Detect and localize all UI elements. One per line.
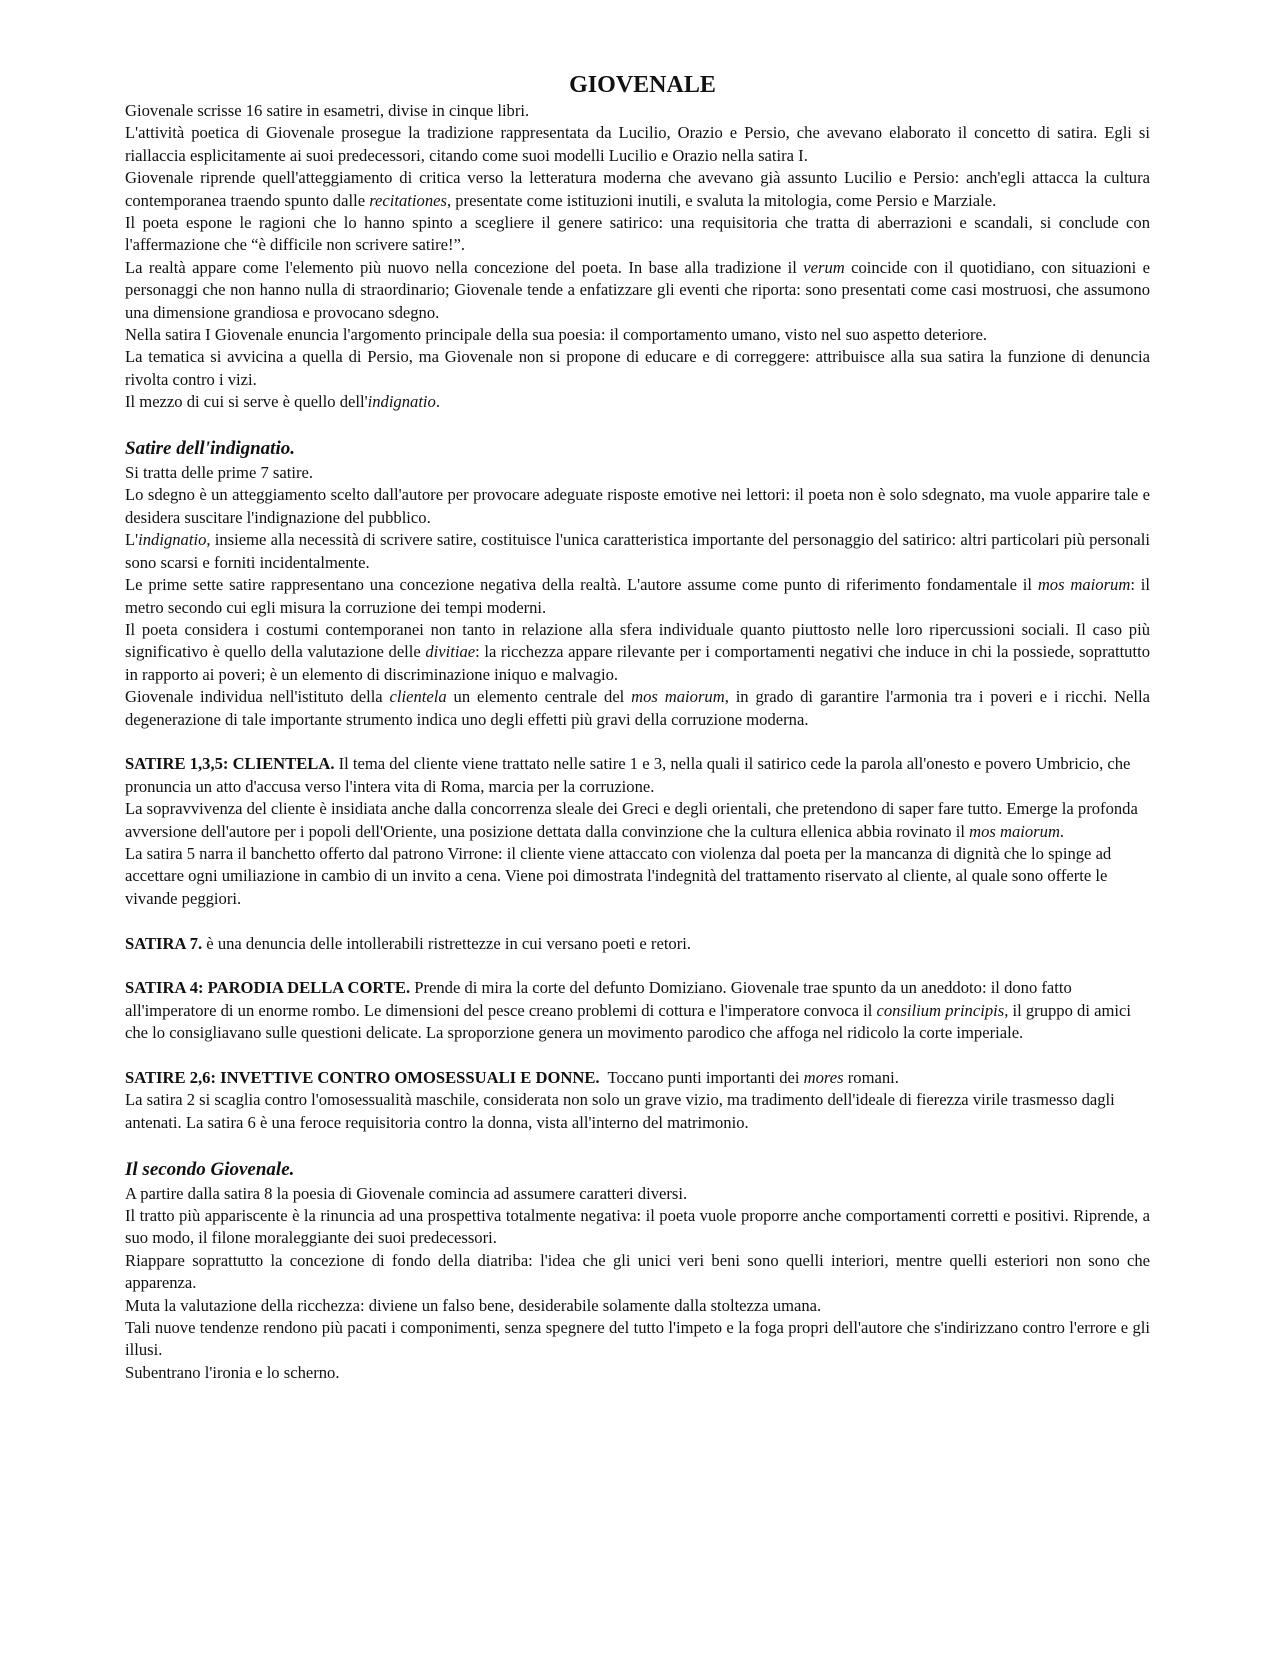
text-run: Il tema del cliente viene trattato nelle satire 1 e 3, nella quali il satirico cede la parola all'onesto e povero Umbricio, che pronuncia un atto d'accusa verso l'intera vita di Roma, marcia per la corruzione. xyxy=(125,754,1131,796)
paragraph xyxy=(125,977,1150,1044)
text-run: , il gruppo di amici che lo consigliavano sulle questioni delicate. La sproporzione genera un movimento parodico che affoga nel ridicolo la corte imperiale. xyxy=(125,1000,1131,1043)
paragraph: La tematica si avvicina a quella di Persio, ma Giovenale non si propone di educare e di correggere: attribuisce alla sua satira la funzione di denuncia rivolta contro i vizi. xyxy=(125,347,1150,389)
satira4-section xyxy=(125,977,1150,1044)
paragraph xyxy=(125,686,1150,731)
italic-term: mos maiorum xyxy=(631,687,725,707)
italic-term: indignatio xyxy=(367,392,436,412)
paragraph: Subentrano l'ironia e lo scherno. xyxy=(125,1362,340,1382)
text-run: Prende di mira la corte del defunto Domiziano. Giovenale trae spunto da un aneddoto: il dono fatto all'imperatore di un enorme rombo. Le dimensioni del pesce creano problemi di cottura e l'imperatore convoca il xyxy=(125,978,1072,1020)
paragraph: Il tratto più appariscente è la rinuncia ad una prospettiva totalmente negativa: il poeta vuole proporre anche comportamenti corretti e positivi. Riprende, a suo modo, il filone moraleggiante dei suoi predecessori. xyxy=(125,1206,1150,1248)
text-run: : il metro secondo cui egli misura la corruzione dei tempi moderni. xyxy=(125,575,1150,617)
clientela-section xyxy=(125,753,1150,910)
paragraph xyxy=(125,798,1150,843)
text-run: , presentate come istituzioni inutili, e svaluta la mitologia, come Persio e Marziale. xyxy=(446,190,997,210)
paragraph xyxy=(125,167,1150,212)
spacer xyxy=(125,731,1150,753)
paragraph: L'attività poetica di Giovenale prosegue la tradizione rappresentata da Lucilio, Orazio e Persio, che avevano elaborato il concetto di satira. Egli si riallaccia esplicitamente ai suoi predecessori, citando come suoi modelli Lucilio e Orazio nella satira I. xyxy=(125,123,1150,165)
spacer xyxy=(125,1134,1150,1156)
text-run: romani. xyxy=(843,1067,899,1087)
paragraph: Muta la valutazione della ricchezza: diviene un falso bene, desiderabile solamente dalla stoltezza umana. xyxy=(125,1295,822,1315)
satire26-section xyxy=(125,1067,1150,1134)
text-run: L' xyxy=(125,530,139,550)
italic-term: clientela xyxy=(389,687,447,707)
text-run: La sopravvivenza del cliente è insidiata anche dalla concorrenza sleale dei Greci e degli orientali, che pretendono di saper fare tutto. Emerge la profonda avversione dell'autore per i popoli dell'Oriente, una posizione dettata dalla convinzione che la cultura ellenica abbia rovinato il xyxy=(125,799,1138,841)
paragraph: La satira 5 narra il banchetto offerto dal patrono Virrone: il cliente viene attaccato con violenza dal poeta per la mancanza di dignità che lo spinge ad accettare ogni umiliazione in cambio di un invito a cena. Viene poi dimostrata l'indegnità del trattamento riservato al cliente, al quale sono offerte le vivande peggiori. xyxy=(125,843,1112,908)
text-run: Giovenale riprende quell'atteggiamento di critica verso la letteratura moderna che avevano già assunto Lucilio e Persio: anch'egli attacca la cultura contemporanea traendo spunto dalle xyxy=(125,168,1150,210)
italic-term: mores xyxy=(803,1067,844,1087)
indignatio-section xyxy=(125,436,1150,731)
text-run: Giovenale individua nell'istituto della xyxy=(125,687,390,707)
paragraph xyxy=(125,257,1150,324)
italic-term: verum xyxy=(803,257,845,277)
spacer xyxy=(125,910,1150,932)
spacer xyxy=(125,955,1150,977)
paragraph: Giovenale scrisse 16 satire in esametri, divise in cinque libri. xyxy=(125,101,530,120)
text-run: Toccano punti importanti dei xyxy=(599,1067,804,1087)
paragraph xyxy=(125,529,1150,574)
intro-section xyxy=(125,100,1150,414)
italic-term: consilium principis xyxy=(876,1000,1005,1020)
section-label: SATIRE 1,3,5: CLIENTELA. xyxy=(125,754,335,774)
text-run: La realtà appare come l'elemento più nuovo nella concezione del poeta. In base alla tradizione il xyxy=(125,257,804,277)
paragraph xyxy=(125,574,1150,619)
paragraph xyxy=(125,1067,1150,1089)
text-run: Le prime sette satire rappresentano una concezione negativa della realtà. L'autore assume come punto di riferimento fondamentale il xyxy=(125,575,1038,595)
paragraph: Riappare soprattutto la concezione di fondo della diatriba: l'idea che gli unici veri beni sono quelli interiori, mentre quelli esteriori non sono che apparenza. xyxy=(125,1250,1150,1293)
text-run: Il mezzo di cui si serve è quello dell' xyxy=(125,392,368,412)
italic-term: divitiae xyxy=(425,642,476,662)
paragraph: A partire dalla satira 8 la poesia di Giovenale comincia ad assumere caratteri diversi. xyxy=(125,1183,688,1203)
satira7-section xyxy=(125,933,1150,955)
spacer xyxy=(125,1045,1150,1067)
paragraph: La satira 2 si scaglia contro l'omosessualità maschile, considerata non solo un grave vizio, ma tradimento dell'ideale di fierezza virile trasmesso dagli antenati. La satira 6 è una feroce requisitoria contro la donna, vista all'interno del matrimonio. xyxy=(125,1090,1115,1132)
italic-term: mos maiorum xyxy=(969,821,1060,841)
paragraph: Tali nuove tendenze rendono più pacati i componimenti, senza spegnere del tutto l'impeto e la foga propri dell'autore che s'indirizzano contro l'errore e gli illusi. xyxy=(125,1318,1150,1360)
paragraph xyxy=(125,391,1150,413)
text-run: un elemento centrale del xyxy=(446,687,632,707)
text-run: , insieme alla necessità di scrivere satire, costituisce l'unica caratteristica importante del personaggio del satirico: altri particolari più personali sono scarsi e forniti incidentalmente. xyxy=(125,530,1150,572)
italic-term: indignatio xyxy=(138,530,207,550)
section-label: SATIRA 7. xyxy=(125,933,203,953)
section-label: SATIRE 2,6: INVETTIVE CONTRO OMOSESSUALI E DONNE. xyxy=(125,1067,600,1087)
text-run: . xyxy=(435,392,440,412)
paragraph: Nella satira I Giovenale enuncia l'argomento principale della sua poesia: il comportamento umano, visto nel suo aspetto deteriore. xyxy=(125,325,988,345)
paragraph: Il poeta espone le ragioni che lo hanno spinto a scegliere il genere satirico: una requisitoria che tratta di aberrazioni e scandali, si conclude con l'affermazione che “è difficile non scrivere satire!”. xyxy=(125,213,1150,255)
section-heading: Il secondo Giovenale. xyxy=(125,1158,295,1180)
paragraph xyxy=(125,619,1150,686)
paragraph xyxy=(125,933,1150,955)
paragraph: Si tratta delle prime 7 satire. xyxy=(125,463,314,483)
italic-term: recitationes xyxy=(369,190,447,210)
text-run: Il poeta considera i costumi contemporanei non tanto in relazione alla sfera individuale quanto piuttosto nelle loro ripercussioni sociali. Il caso più significativo è quello della valutazione delle xyxy=(125,619,1150,662)
section-label: SATIRA 4: PARODIA DELLA CORTE. xyxy=(125,978,411,998)
italic-term: mos maiorum xyxy=(1037,575,1131,595)
text-run: . xyxy=(1059,821,1065,841)
text-run: : la ricchezza appare rilevante per i comportamenti negativi che induce in chi la possiede, soprattutto in rapporto ai poveri; è un elemento di discriminazione iniquo e malvagio. xyxy=(125,642,1150,684)
page-title: GIOVENALE xyxy=(569,72,716,98)
section-heading: Satire dell'indignatio. xyxy=(125,438,295,460)
spacer xyxy=(125,414,1150,436)
secondo-section xyxy=(125,1157,1150,1385)
text-run: , in grado di garantire l'armonia tra i poveri e i ricchi. Nella degenerazione di tale importante strumento indica uno degli effetti più gravi della corruzione moderna. xyxy=(125,687,1150,729)
text-run: è una denuncia delle intollerabili ristrettezze in cui versano poeti e retori. xyxy=(202,933,692,953)
text-run: coincide con il quotidiano, con situazioni e personaggi che non hanno nulla di straordinario; Giovenale tende a enfatizzare gli eventi che riporta: sono presentati come casi mostruosi, che assumono una dimensione grandiosa e provocano sdegno. xyxy=(125,257,1150,322)
paragraph: Lo sdegno è un atteggiamento scelto dall'autore per provocare adeguate risposte emotive nei lettori: il poeta non è solo sdegnato, ma vuole apparire tale e desidera suscitare l'indignazione del pubblico. xyxy=(125,485,1150,527)
paragraph xyxy=(125,753,1150,798)
